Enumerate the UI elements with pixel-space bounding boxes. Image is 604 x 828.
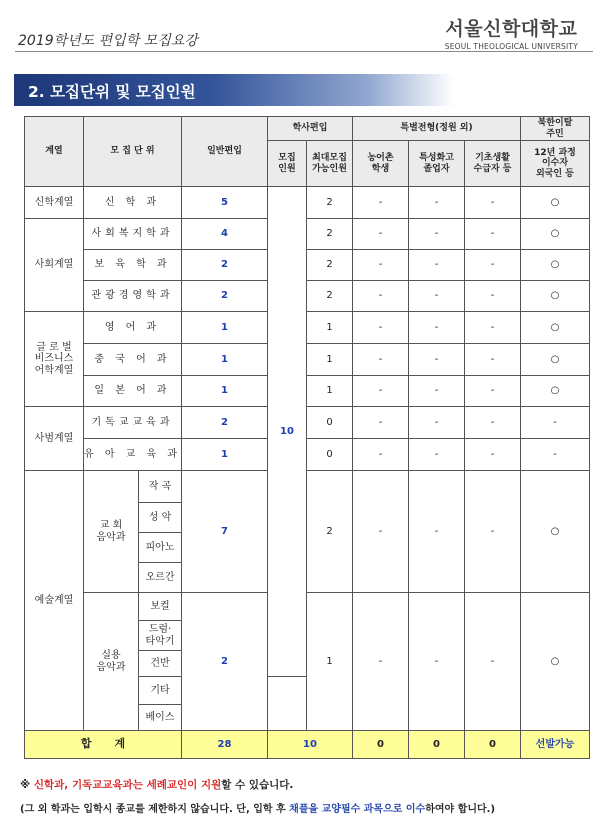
- spec-cell: -: [409, 593, 465, 731]
- max-cell: 1: [307, 344, 353, 376]
- general-cell: 1: [182, 312, 268, 344]
- major-cell: 보컬: [139, 593, 182, 621]
- note-1: [20, 777, 293, 792]
- farm-cell: -: [353, 250, 409, 281]
- major-cell: 드럼· 타악기: [139, 621, 182, 651]
- major-cell: 성 악: [139, 503, 182, 533]
- table-row: [25, 187, 590, 219]
- major-cell: 피아노: [139, 533, 182, 563]
- spec-cell: -: [409, 281, 465, 312]
- university-logo: [445, 14, 578, 51]
- farm-cell: -: [353, 593, 409, 731]
- basic-cell: -: [465, 219, 521, 250]
- major-cell: 베이스: [139, 705, 182, 731]
- returnee-cell: ○: [521, 593, 590, 731]
- unit-cell: 관광경영학과: [84, 281, 182, 312]
- unit-cell: 보 육 학 과: [84, 250, 182, 281]
- basic-cell: -: [465, 471, 521, 593]
- max-cell: 0: [307, 439, 353, 471]
- unit-cell: 일 본 어 과: [84, 376, 182, 407]
- general-cell: 2: [182, 281, 268, 312]
- max-cell: 2: [307, 281, 353, 312]
- spec-cell: -: [409, 344, 465, 376]
- basic-cell: -: [465, 593, 521, 731]
- farm-cell: -: [353, 471, 409, 593]
- basic-cell: -: [465, 250, 521, 281]
- spec-cell: -: [409, 471, 465, 593]
- total-farm: 0: [353, 731, 409, 759]
- returnee-cell: -: [521, 407, 590, 439]
- returnee-cell: ○: [521, 376, 590, 407]
- total-spec: 0: [409, 731, 465, 759]
- unit-cell: 유 아 교 육 과: [84, 439, 182, 471]
- total-returnee: 선발가능: [521, 731, 590, 759]
- note-1-prefix: ※: [20, 779, 34, 791]
- general-cell: 1: [182, 344, 268, 376]
- note-1-highlight: 신학과, 기독교교육과는 세례교인이 지원: [33, 779, 222, 791]
- farm-cell: -: [353, 376, 409, 407]
- returnee-cell: ○: [521, 250, 590, 281]
- table-row: [25, 376, 590, 407]
- th-farm: 농어촌 학생: [353, 141, 409, 187]
- total-general: 28: [182, 731, 268, 759]
- spec-cell: -: [409, 407, 465, 439]
- general-cell: 1: [182, 439, 268, 471]
- spec-cell: -: [409, 187, 465, 219]
- farm-cell: -: [353, 407, 409, 439]
- th-degree-max: 최대모집 가능인원: [307, 141, 353, 187]
- unit-cell: 기독교교육과: [84, 407, 182, 439]
- basic-cell: -: [465, 407, 521, 439]
- farm-cell: -: [353, 187, 409, 219]
- th-special: 특별전형(정원 외): [353, 117, 521, 141]
- th-returnee: 북한이탈 주민: [521, 117, 590, 141]
- farm-cell: -: [353, 439, 409, 471]
- basic-cell: -: [465, 187, 521, 219]
- table-row: [25, 312, 590, 344]
- basic-cell: -: [465, 344, 521, 376]
- th-field: 계열: [25, 117, 84, 187]
- table-row: [25, 471, 590, 503]
- table-row: [25, 439, 590, 471]
- note-2-highlight: 채플을 교양필수 과목으로 이수: [289, 804, 426, 815]
- max-cell: 1: [307, 312, 353, 344]
- spec-cell: -: [409, 376, 465, 407]
- returnee-cell: -: [521, 439, 590, 471]
- note-1-suffix: 할 수 있습니다.: [221, 779, 294, 791]
- quota-table: [24, 116, 590, 759]
- major-cell: 작 곡: [139, 471, 182, 503]
- logo-english: SEOUL THEOLOGICAL UNIVERSITY: [444, 42, 578, 51]
- total-basic: 0: [465, 731, 521, 759]
- returnee-cell: ○: [521, 281, 590, 312]
- spec-cell: -: [409, 219, 465, 250]
- field-social: 사회계열: [25, 219, 84, 312]
- church-music-unit: 교 회 음악과: [84, 471, 139, 593]
- max-cell: 2: [307, 471, 353, 593]
- note-2: [20, 800, 495, 815]
- max-cell: 2: [307, 219, 353, 250]
- max-cell: 0: [307, 407, 353, 439]
- field-arts: 예술계열: [25, 471, 84, 731]
- farm-cell: -: [353, 344, 409, 376]
- section-banner: [14, 74, 454, 106]
- general-cell: 1: [182, 376, 268, 407]
- field-global: 글 로 벌 비즈니스 어학계열: [25, 312, 84, 407]
- table-row: [25, 407, 590, 439]
- table-row: [25, 219, 590, 250]
- note-2-c: 하여야 합니다.): [425, 804, 496, 815]
- logo-korean: 서울신학대학교: [445, 18, 578, 40]
- note-2-a: (그 외 학과는 입학시 종교를 제한하지 않습니다. 단, 입학 후: [20, 804, 290, 815]
- returnee-cell: ○: [521, 219, 590, 250]
- practical-music-unit: 실용 음악과: [84, 593, 139, 731]
- farm-cell: -: [353, 312, 409, 344]
- total-label: 합 계: [25, 731, 182, 759]
- spec-cell: -: [409, 439, 465, 471]
- major-cell: 건반: [139, 651, 182, 677]
- farm-cell: -: [353, 281, 409, 312]
- field-education: 사범계열: [25, 407, 84, 471]
- returnee-cell: ○: [521, 187, 590, 219]
- table-row: [25, 593, 590, 621]
- basic-cell: -: [465, 376, 521, 407]
- th-returnee2: 12년 과정 이수자 외국인 등: [521, 141, 590, 187]
- max-cell: 1: [307, 376, 353, 407]
- max-cell: 1: [307, 593, 353, 731]
- total-row: [25, 731, 590, 759]
- th-specialized: 특성화고 졸업자: [409, 141, 465, 187]
- th-degree: 학사편입: [268, 117, 353, 141]
- general-cell: 2: [182, 250, 268, 281]
- total-degree: 10: [268, 731, 353, 759]
- general-cell: 7: [182, 471, 268, 593]
- farm-cell: -: [353, 219, 409, 250]
- general-cell: 2: [182, 407, 268, 439]
- basic-cell: -: [465, 439, 521, 471]
- th-unit: 모 집 단 위: [84, 117, 182, 187]
- general-cell: 4: [182, 219, 268, 250]
- field-theology: 신학계열: [25, 187, 84, 219]
- spec-cell: -: [409, 250, 465, 281]
- basic-cell: -: [465, 281, 521, 312]
- section-title: 2. 모집단위 및 모집인원: [28, 83, 196, 101]
- degree-quota-cell: 10: [268, 187, 307, 677]
- table-row: [25, 250, 590, 281]
- spec-cell: -: [409, 312, 465, 344]
- major-cell: 오르간: [139, 563, 182, 593]
- unit-cell: 사회복지학과: [84, 219, 182, 250]
- basic-cell: -: [465, 312, 521, 344]
- returnee-cell: ○: [521, 471, 590, 593]
- general-cell: 2: [182, 593, 268, 731]
- header-rule: [15, 51, 593, 52]
- max-cell: 2: [307, 250, 353, 281]
- major-cell: 기타: [139, 677, 182, 705]
- unit-cell: 중 국 어 과: [84, 344, 182, 376]
- unit-cell: 영 어 과: [84, 312, 182, 344]
- table-row: [25, 344, 590, 376]
- document-header: 2019학년도 편입학 모집요강: [18, 33, 198, 49]
- returnee-cell: ○: [521, 344, 590, 376]
- returnee-cell: ○: [521, 312, 590, 344]
- unit-cell: 신 학 과: [84, 187, 182, 219]
- general-cell: 5: [182, 187, 268, 219]
- th-degree-quota: 모집 인원: [268, 141, 307, 187]
- max-cell: 2: [307, 187, 353, 219]
- table-row: [25, 281, 590, 312]
- th-basic: 기초생활 수급자 등: [465, 141, 521, 187]
- th-general: 일반편입: [182, 117, 268, 187]
